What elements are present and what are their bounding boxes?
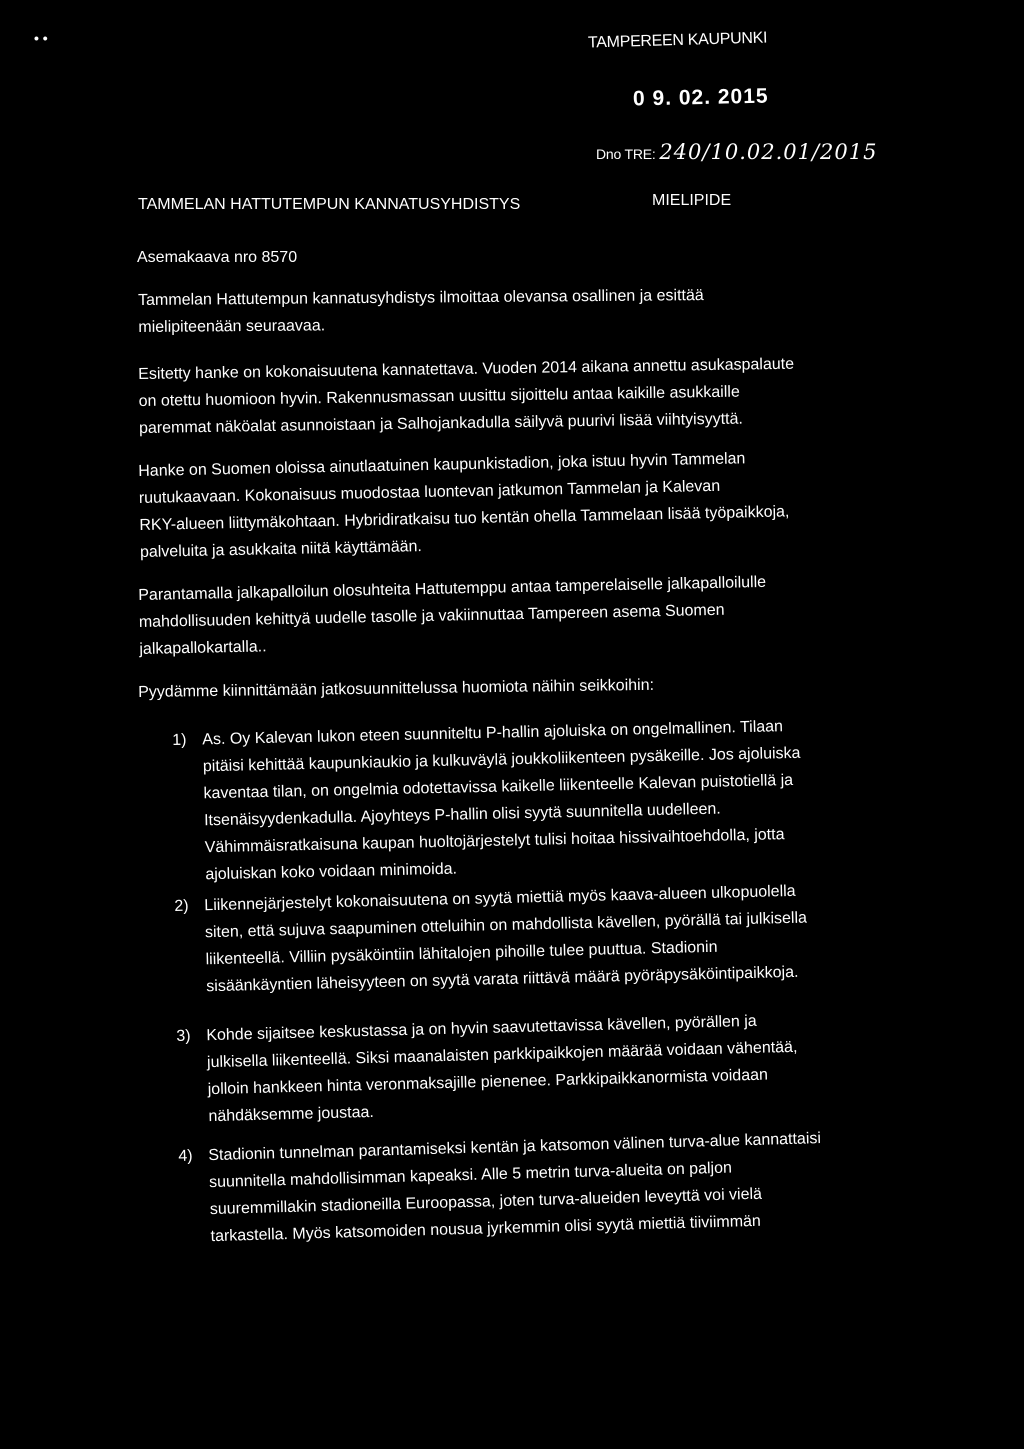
paragraph-intro: [138, 282, 704, 341]
paragraph-line: paremmat näköalat asunnoistaan ja Salhojankadulla säilyvä puurivi lisää viihtyisyyttä.: [138, 410, 744, 437]
list-line: ajoluiskan koko voidaan minimoida.: [205, 860, 458, 884]
list-line: Liikennejärjestelyt kokonaisuutena on syytä miettiä myös kaava-alueen ulkopuolella: [204, 882, 796, 915]
list-line: Kohde sijaitsee keskustassa ja on hyvin saavutettavissa kävellen, pyörällen ja: [206, 1012, 757, 1045]
dno-handwritten-number: 240/10.02.01/2015: [659, 140, 878, 164]
paragraph-support: [138, 351, 795, 442]
paragraph-line: ruutukaavaan. Kokonaisuus muodostaa luontevan jatkumon Tammelan ja Kalevan: [138, 477, 721, 507]
paragraph-line: Esitetty hanke on kokonaisuutena kannatettava. Vuoden 2014 aikana annettu asukaspalaute: [138, 355, 795, 383]
list-line: Vähimmäisratkaisuna kaupan huoltojärjestelyt tulisi hoitaa hissivaihtoehdolla, jotta: [204, 826, 785, 857]
paragraph-line: Tammelan Hattutempun kannatusyhdistys ilmoittaa olevansa osallinen ja esittää: [138, 287, 704, 309]
list-body: [202, 713, 803, 889]
list-body: [204, 878, 809, 1001]
paragraph-request: [138, 672, 654, 706]
list-line: kaventaa tilan, on ongelmia odotettavissa kaikelle liikenteelle Kalevan puistotiellä ja: [203, 771, 794, 803]
list-line: julkisella liikenteellä. Siksi maanalaisten parkkipaikkojen määrää voidaan vähentää,: [206, 1038, 798, 1072]
list-line: liikenteellä. Villiin pysäköintiin lähitalojen pihoille tulee puuttua. Stadionin: [205, 938, 718, 969]
paragraph-line: mahdollisuuden kehittyä uudelle tasolle ja vakiinnuttaa Tampereen asema Suomen: [138, 601, 725, 631]
paragraph-line: mielipiteenään seuraavaa.: [138, 317, 326, 336]
paragraph-line: jalkapallokartalla..: [139, 638, 267, 658]
paragraph-football: [138, 569, 767, 663]
list-line: sisäänkäyntien läheisyyteen on syytä varata riittävä määrä pyöräpysäköintipaikkoja.: [206, 963, 799, 996]
list-line: As. Oy Kalevan lukon eteen suunniteltu P-hallin ajoluiska on ongelmallinen. Tilaan: [202, 718, 784, 749]
list-body: [208, 1125, 824, 1250]
list-line: tarkastella. Myös katsomoiden nousua jyrkemmin olisi syytä miettiä tiiviimmän: [210, 1212, 762, 1246]
list-line: Itsenäisyydenkadulla. Ajoyhteys P-hallin olisi syytä suunnitella uudelleen.: [203, 800, 721, 830]
list-number: 4): [178, 1147, 193, 1165]
list-line: Stadionin tunnelman parantamiseksi kentän ja katsomon välinen turva-alue kannattaisi: [208, 1130, 822, 1165]
list-body: [206, 1007, 799, 1130]
list-line: pitäisi kehittää kaupunkiaukio ja kulkuväylä joukkoliikenteen pysäkeille. Jos ajoluiska: [202, 744, 801, 776]
list-number: 3): [176, 1027, 191, 1045]
sender-organization: TAMMELAN HATTUTEMPUN KANNATUSYHDISTYS: [138, 196, 521, 213]
paragraph-line: Hanke on Suomen oloissa ainutlaatuinen kaupunkistadion, joka istuu hyvin Tammelan: [138, 450, 746, 480]
list-line: jolloin hankkeen hinta veronmaksajille pienenee. Parkkipaikkanormista voidaan: [207, 1066, 769, 1099]
paragraph-line: Parantamalla jalkapalloilun olosuhteita Hattutemppu antaa tamperelaiselle jalkapalloilulle: [138, 573, 767, 604]
paragraph-line: on otettu huomioon hyvin. Rakennusmassan uusittu sijoittelu antaa kaikille asukkaille: [138, 383, 740, 410]
paragraph-line: Pyydämme kiinnittämään jatkosuunnittelussa huomiota näihin seikkoihin:: [138, 676, 655, 701]
list-line: nähdäksemme joustaa.: [208, 1103, 375, 1126]
list-number: 2): [174, 897, 189, 915]
paragraph-line: RKY-alueen liittymäkohtaan. Hybridiratkaisu tuo kentän ohella Tammelaan lisää työpaikkoja,: [139, 503, 790, 534]
list-line: siten, että sujuva saapuminen otteluihin on mahdollista kävellen, pyörällä tai julkisella: [204, 909, 808, 942]
plan-reference: Asemakaava nro 8570: [137, 249, 298, 266]
scan-marks: • •: [34, 30, 48, 46]
list-line: suuremmillakin stadioneilla Euroopassa, joten turva-alueiden leveyttä voi vielä: [209, 1185, 763, 1219]
stamp-date: 0 9. 02. 2015: [632, 84, 769, 111]
stamp-organization: TAMPEREEN KAUPUNKI: [587, 29, 768, 52]
document-type: MIELIPIDE: [652, 192, 732, 209]
paragraph-stadium: [138, 444, 790, 566]
dno-label: Dno TRE:: [596, 146, 656, 162]
list-line: suunnitella mahdollisimman kapeaksi. Alle 5 metrin turva-alueita on paljon: [208, 1159, 733, 1192]
stamp-dno: [596, 140, 878, 164]
paragraph-line: palveluita ja asukkaita niitä käyttämään.: [139, 538, 423, 561]
list-number: 1): [172, 731, 187, 749]
